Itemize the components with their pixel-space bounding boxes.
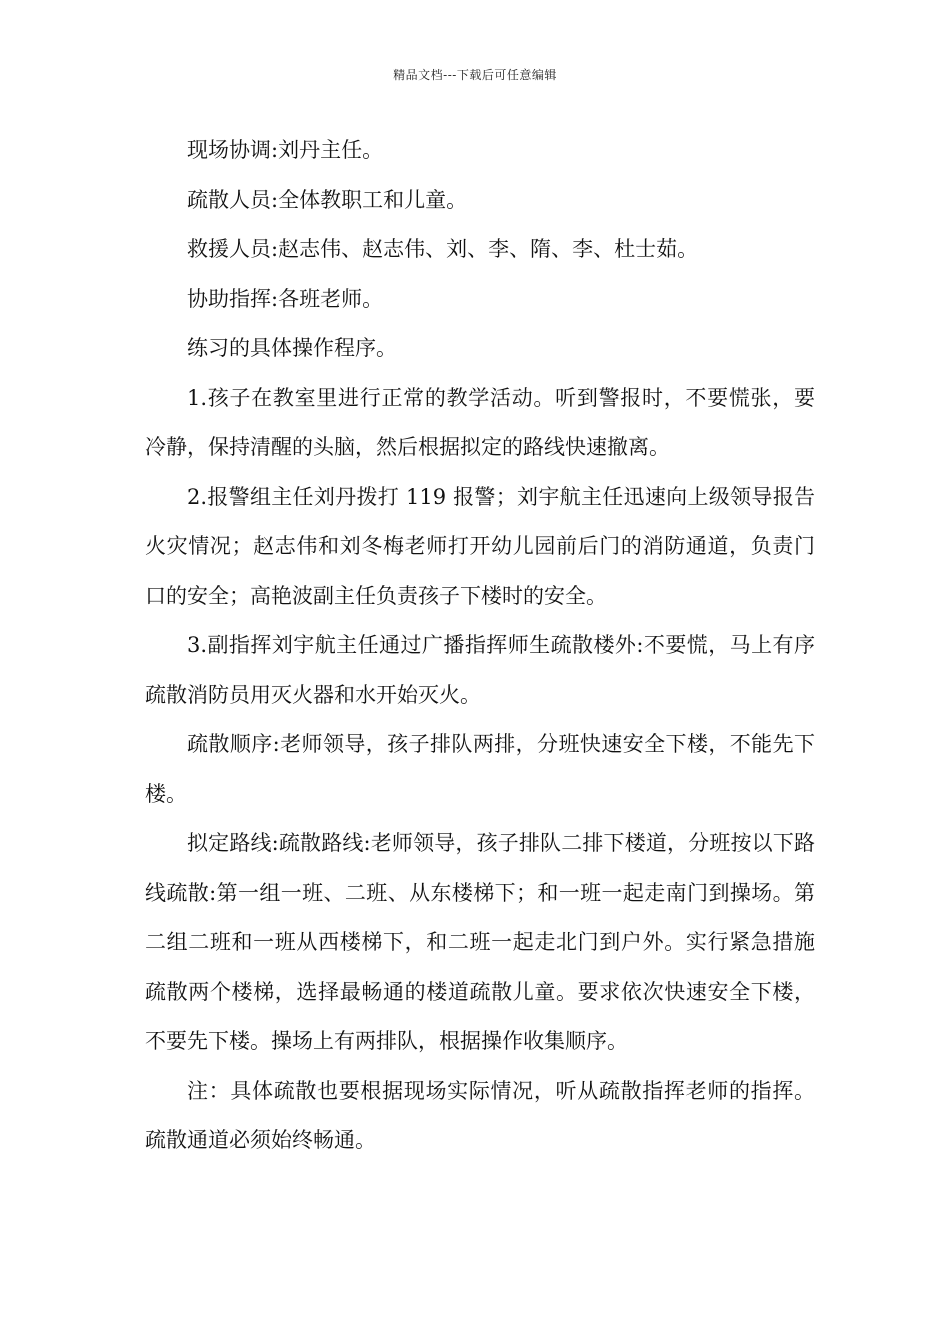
- paragraph-planned-route: 拟定路线:疏散路线:老师领导，孩子排队二排下楼道，分班按以下路线疏散:第一组一班、二班、从东楼梯下；和一班一起走南门到操场。第二组二班和一班从西楼梯下，和二班一起走北门到户外。实行紧急措施疏散两个楼梯，选择最畅通的楼道疏散儿童。要求依次快速安全下楼，不要先下楼。操场上有两排队，根据操作收集顺序。: [145, 831, 815, 1053]
- page-header: 精品文档---下载后可任意编辑: [393, 68, 557, 82]
- paragraph-coordination: 现场协调:刘丹主任。: [187, 138, 384, 162]
- paragraph-evacuation-order: 疏散顺序:老师领导，孩子排队两排，分班快速安全下楼，不能先下楼。: [145, 732, 815, 806]
- paragraph-step-3: 3.副指挥刘宇航主任通过广播指挥师生疏散楼外:不要慌，马上有序疏散消防员用灭火器和水开始灭火。: [145, 633, 815, 707]
- paragraph-evacuees: 疏散人员:全体教职工和儿童。: [187, 187, 468, 212]
- paragraph-note: 注：具体疏散也要根据现场实际情况，听从疏散指挥老师的指挥。疏散通道必须始终畅通。: [145, 1078, 815, 1152]
- paragraph-rescuers: 救援人员:赵志伟、赵志伟、刘、李、隋、李、杜士茹。: [187, 237, 699, 261]
- paragraph-assist-command: 协助指挥:各班老师。: [187, 286, 384, 311]
- paragraph-step-1: 1.孩子在教室里进行正常的教学活动。听到警报时，不要慌张，要冷静，保持清醒的头脑，然后根据拟定的路线快速撤离。: [145, 385, 815, 459]
- document-body: [145, 126, 815, 1166]
- paragraph-procedure-heading: 练习的具体操作程序。: [187, 336, 397, 360]
- paragraph-step-2: 2.报警组主任刘丹拨打 119 报警；刘宇航主任迅速向上级领导报告火灾情况；赵志伟和刘冬梅老师打开幼儿园前后门的消防通道，负责门口的安全；高艳波副主任负责孩子下楼时的安全。: [145, 484, 815, 608]
